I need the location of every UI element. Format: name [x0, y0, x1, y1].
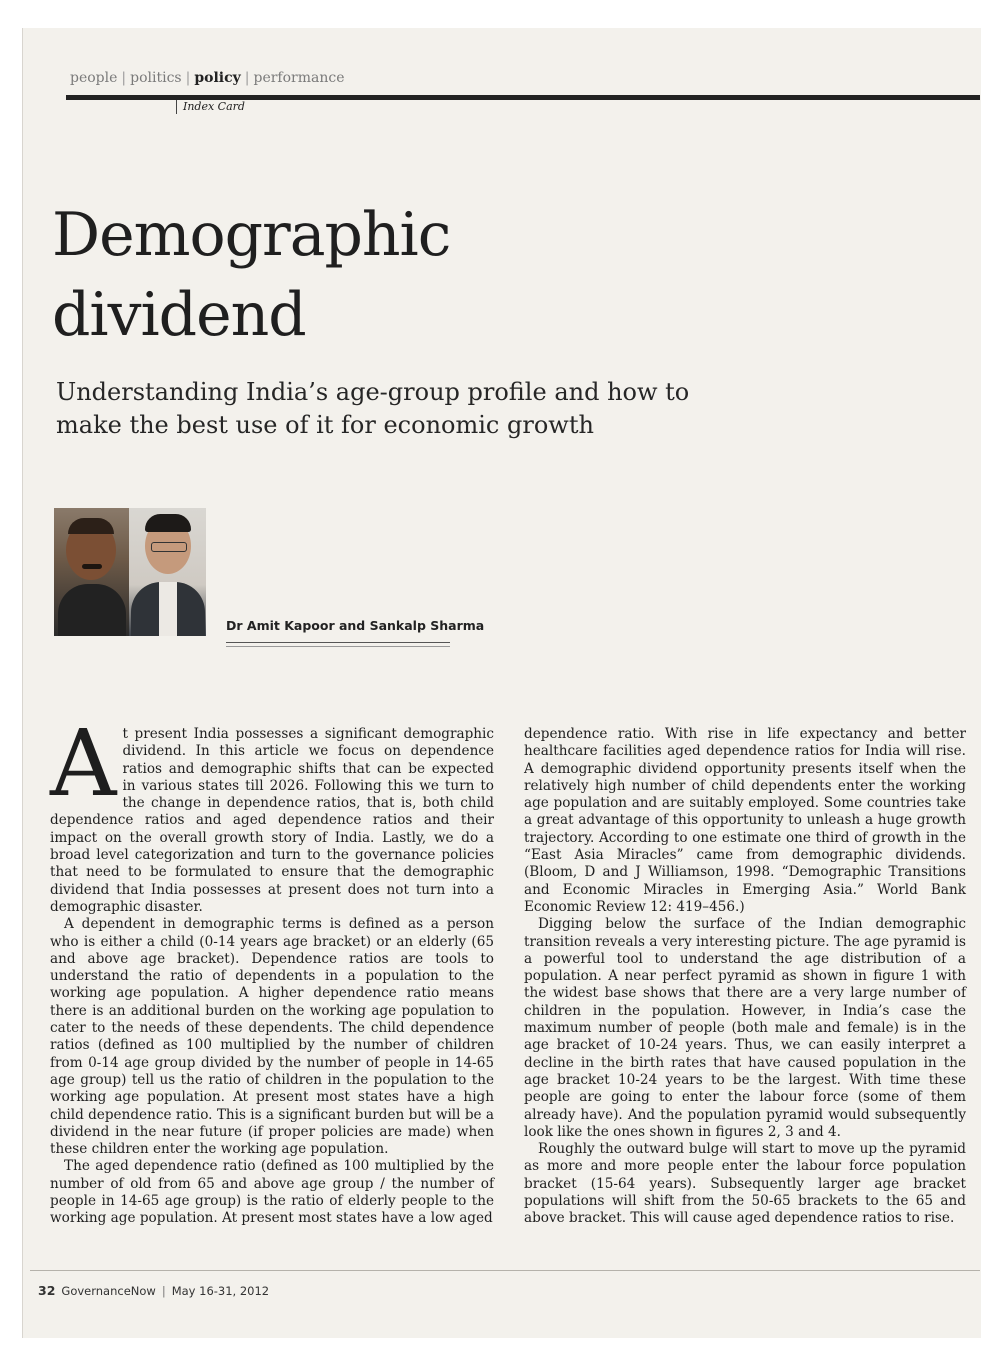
article-byline: Dr Amit Kapoor and Sankalp Sharma	[226, 618, 485, 633]
byline-rule	[226, 646, 450, 647]
nav-item-politics[interactable]: politics	[130, 70, 182, 86]
author-photo-sankalp-sharma	[129, 508, 206, 636]
nav-separator: |	[121, 70, 127, 86]
headline-line-1: Demographic	[52, 200, 451, 270]
publication-name: GovernanceNow	[61, 1284, 156, 1298]
paragraph: At present India possesses a significant demographic dividend. In this article we focus on dependence ratios and demographic shifts that can be expected in various states till 2026. Following this we turn to the change in dependence ratios, that is, both child dependence ratios and aged dependence ratios and their impact on the overall growth story of India. Lastly, we do a broad level categorization and turn to the governance policies that need to be formulated to ensure that the demographic dividend that India possesses at present does not turn into a demographic disaster.	[50, 710, 494, 915]
page-number: 32	[38, 1283, 56, 1298]
paragraph: dependence ratio. With rise in life expectancy and better healthcare facilities aged dependence ratios for India will rise. A demographic dividend opportunity presents itself when the relatively high number of child dependents enter the working age population and are suitably employed. Some countries take a great advantage of this opportunity to unleash a huge growth trajectory. According to one estimate one third of growth in the “East Asia Miracles” came from demographic dividends. (Bloom, D and J Williamson, 1998. “Demographic Transitions and Economic Miracles in Emerging Asia.” World Bank Economic Review 12: 419–456.)	[524, 726, 966, 915]
nav-item-policy[interactable]: policy	[194, 70, 241, 86]
section-nav	[66, 70, 349, 86]
footer-rule	[30, 1270, 980, 1271]
author-photos	[54, 508, 206, 636]
page-footer	[38, 1283, 269, 1298]
author-photo-amit-kapoor	[54, 508, 129, 636]
paragraph: Roughly the outward bulge will start to move up the pyramid as more and more people enter the labour force population bracket (15-64 years). Subsequently larger age bracket populations will shift from the 50-65 brackets to the 65 and above bracket. This will cause aged dependence ratios to rise.	[524, 1141, 966, 1227]
nav-item-people[interactable]: people	[70, 70, 118, 86]
nav-separator: |	[185, 70, 191, 86]
paragraph: Digging below the surface of the Indian demographic transition reveals a very interesting picture. The age pyramid is a powerful tool to understand the age distribution of a population. A near perfect pyramid as shown in figure 1 with the widest base shows that there are a very large number of children in the population. However, in India’s case the maximum number of people (both male and female) is in the age bracket of 10-24 years. Thus, we can easily interpret a decline in the birth rates that have caused population in the age bracket 10-24 years to be the largest. With time these people are going to enter the labour force (some of them already have). And the population pyramid would subsequently look like the ones shown in figures 2, 3 and 4.	[524, 916, 966, 1140]
article-column-2	[524, 726, 966, 1228]
byline-rule	[226, 642, 450, 643]
paragraph: A dependent in demographic terms is defined as a person who is either a child (0-14 years age bracket) or an elderly (65 and above age bracket). Dependence ratios are tools to understand the ratio of dependents in a population to the working age population. A higher dependence ratio means there is an additional burden on the working age population to cater to the needs of these dependents. The child dependence ratios (defined as 100 multiplied by the number of children from 0-14 age group divided by the number of people in 14-65 age group) tell us the ratio of children in the population to the working age population. At present most states have a high child dependence ratio. This is a significant burden but will be a dividend in the near future (if proper policies are made) when these children enter the working age population.	[50, 916, 494, 1158]
drop-cap: A	[50, 710, 117, 817]
article-column-1	[50, 710, 494, 1228]
issue-date: May 16-31, 2012	[171, 1284, 270, 1298]
nav-separator: |	[244, 70, 250, 86]
headline-line-2: dividend	[52, 280, 306, 350]
article-headline	[52, 195, 450, 355]
index-card-label: Index Card	[176, 100, 245, 114]
paragraph: The aged dependence ratio (defined as 100 multiplied by the number of old from 65 and above age group / the number of people in 14-65 age group) is the ratio of elderly people to the working age population. At present most states have a low aged	[50, 1158, 494, 1227]
article-dek: Understanding India’s age-group profile and how to make the best use of it for economic growth	[56, 378, 690, 439]
footer-separator: |	[161, 1284, 166, 1298]
nav-item-performance[interactable]: performance	[253, 70, 345, 86]
